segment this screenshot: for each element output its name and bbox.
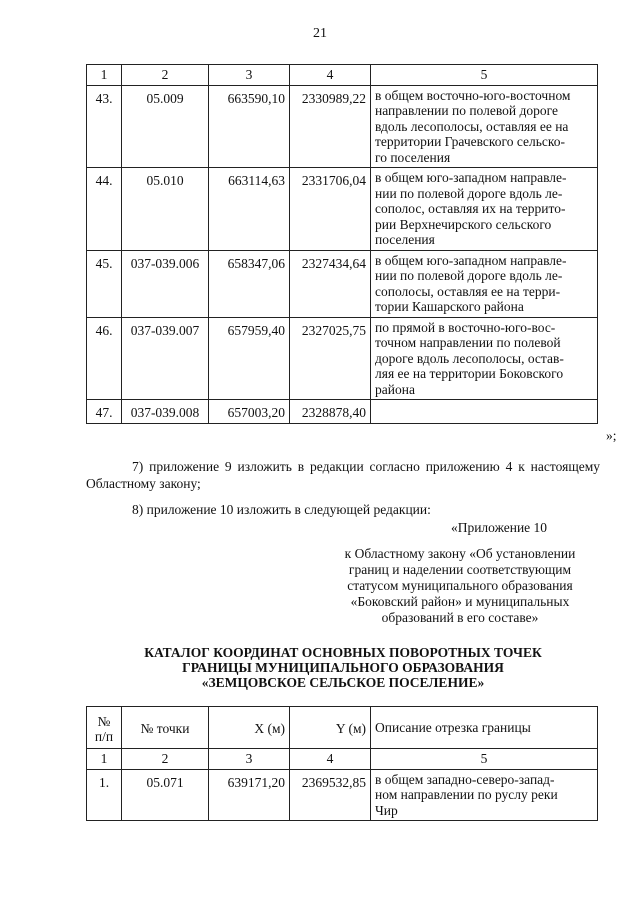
segment-description: [371, 400, 598, 424]
description-line: поселения: [375, 232, 435, 247]
x-coordinate: 663590,10: [209, 85, 290, 168]
description-line: в общем юго-западном направле-: [375, 170, 567, 185]
paragraph-8: [86, 501, 600, 518]
catalog-heading-line: «ЗЕМЦОВСКОЕ СЕЛЬСКОЕ ПОСЕЛЕНИЕ»: [201, 675, 485, 690]
row-number: 45.: [87, 250, 122, 317]
appendix-line: статусом муниципального образования: [347, 578, 573, 593]
header-x: X (м): [209, 707, 290, 749]
catalog-heading: [86, 645, 600, 690]
segment-description: [371, 250, 598, 317]
row-number: 1.: [87, 769, 122, 821]
x-coordinate: 639171,20: [209, 769, 290, 821]
appendix-title: «Приложение 10: [450, 520, 548, 535]
row-number: 46.: [87, 317, 122, 400]
description-line: [375, 402, 593, 418]
x-coordinate: 657003,20: [209, 400, 290, 424]
catalog-heading-line: ГРАНИЦЫ МУНИЦИПАЛЬНОГО ОБРАЗОВАНИЯ: [182, 660, 504, 675]
catalog-heading-line: КАТАЛОГ КООРДИНАТ ОСНОВНЫХ ПОВОРОТНЫХ ТОЧЕК: [144, 645, 542, 660]
table-row: [87, 400, 598, 424]
description-line: ном направлении по руслу реки: [375, 787, 558, 802]
column-index: 4: [290, 65, 371, 86]
header-number-line2: п/п: [94, 729, 114, 744]
description-line: территории Грачевского сельско-: [375, 134, 565, 149]
x-coordinate: 657959,40: [209, 317, 290, 400]
y-coordinate: 2327434,64: [290, 250, 371, 317]
appendix-line: «Боковский район» и муниципальных: [350, 594, 570, 609]
segment-description: [371, 85, 598, 168]
point-number: 05.009: [122, 85, 209, 168]
description-line: в общем западно-северо-запад-: [375, 771, 555, 787]
description-line: сополос, оставляя их на террито-: [375, 201, 566, 216]
description-line: нии по полевой дороге вдоль ле-: [375, 185, 563, 201]
paragraph-7: [86, 458, 600, 492]
column-index: 5: [371, 65, 598, 86]
header-point: № точки: [122, 707, 209, 749]
y-coordinate: 2327025,75: [290, 317, 371, 400]
description-line: сополосы, оставляя ее на терри-: [375, 283, 561, 299]
coordinates-table: [86, 706, 598, 821]
y-coordinate: 2328878,40: [290, 400, 371, 424]
x-coordinate: 658347,06: [209, 250, 290, 317]
point-number: 05.010: [122, 168, 209, 251]
description-line: в общем юго-западном направле-: [375, 252, 567, 268]
paragraph-8-text: 8) приложение 10 изложить в следующей редакции:: [132, 502, 431, 517]
column-index: 1: [87, 65, 122, 86]
description-line: ляя ее на территории Боковского: [375, 366, 564, 381]
column-index: 3: [209, 749, 290, 770]
point-number: 037-039.008: [122, 400, 209, 424]
description-line: вдоль лесополосы, оставляя ее на: [375, 118, 569, 134]
column-index: 4: [290, 749, 371, 770]
description-line: района: [375, 381, 415, 397]
appendix-line: образований в его составе»: [381, 610, 539, 625]
description-line: по прямой в восточно-юго-вос-: [375, 319, 556, 335]
column-index: 5: [371, 749, 598, 770]
table-header-row: [87, 707, 598, 749]
row-number: 43.: [87, 85, 122, 168]
paragraph-7-text: 7) приложение 9 изложить в редакции согласно приложению 4 к настоящему Областному закону;: [86, 459, 600, 491]
point-number: 037-039.007: [122, 317, 209, 400]
description-line: нии по полевой дороге вдоль ле-: [375, 268, 563, 283]
column-index: 2: [122, 65, 209, 86]
table-row: [87, 250, 598, 317]
closing-quote-mark: »;: [606, 428, 617, 443]
table-row: [87, 317, 598, 400]
row-number: 44.: [87, 168, 122, 251]
description-line: в общем восточно-юго-восточном: [375, 87, 571, 103]
table-row: [87, 168, 598, 251]
description-line: дороге вдоль лесополосы, остав-: [375, 350, 564, 366]
column-index: 1: [87, 749, 122, 770]
table-index-row: [87, 65, 598, 86]
segment-description: [371, 317, 598, 400]
header-description: Описание отрезка границы: [371, 707, 598, 749]
header-number-line1: №: [97, 714, 111, 729]
coordinates-table-continuation: [86, 64, 598, 424]
column-index: 2: [122, 749, 209, 770]
point-number: 05.071: [122, 769, 209, 821]
appendix-line: границ и наделении соответствующим: [348, 562, 572, 577]
row-number: 47.: [87, 400, 122, 424]
y-coordinate: 2369532,85: [290, 769, 371, 821]
table-row: [87, 85, 598, 168]
description-line: точном направлении по полевой: [375, 335, 561, 350]
segment-description: [371, 769, 598, 821]
header-number: [87, 707, 122, 749]
appendix-caption: [300, 546, 620, 626]
x-coordinate: 663114,63: [209, 168, 290, 251]
description-line: го поселения: [375, 149, 451, 165]
y-coordinate: 2331706,04: [290, 168, 371, 251]
appendix-line: к Областному закону «Об установлении: [344, 546, 576, 561]
table-index-row: [87, 749, 598, 770]
page-number: 21: [313, 26, 327, 41]
description-line: Чир: [375, 802, 398, 818]
header-y: Y (м): [290, 707, 371, 749]
point-number: 037-039.006: [122, 250, 209, 317]
description-line: тории Кашарского района: [375, 299, 524, 314]
table-row: [87, 769, 598, 821]
description-line: рии Верхнечирского сельского: [375, 216, 552, 232]
description-line: направлении по полевой дороге: [375, 103, 558, 118]
column-index: 3: [209, 65, 290, 86]
segment-description: [371, 168, 598, 251]
y-coordinate: 2330989,22: [290, 85, 371, 168]
